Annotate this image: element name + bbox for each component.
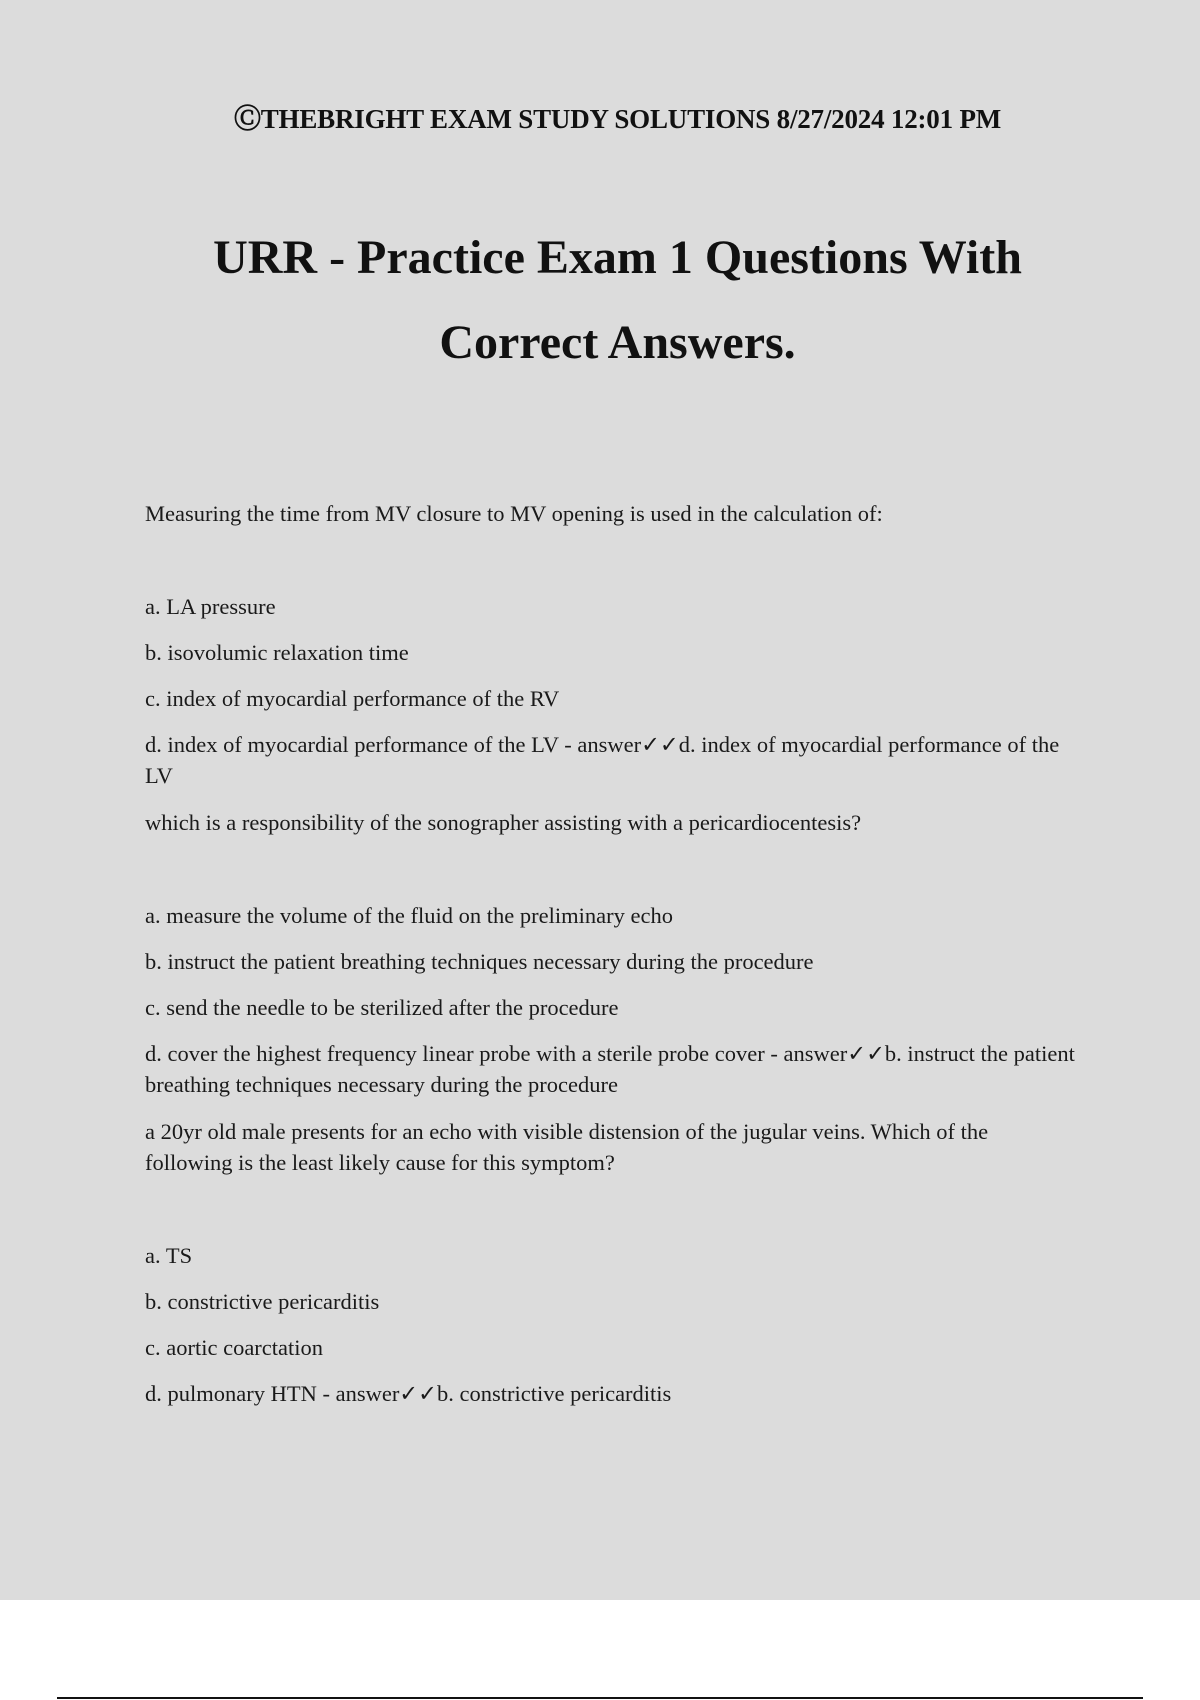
- answer-option-with-correct-answer: d. pulmonary HTN - answer✓✓b. constrictive pericarditis: [145, 1381, 672, 1406]
- questions-content: [145, 498, 1080, 1425]
- answer-option: c. index of myocardial performance of the RV: [145, 686, 560, 711]
- answer-option: a. TS: [145, 1243, 193, 1268]
- document-header: ⒸTHEBRIGHT EXAM STUDY SOLUTIONS 8/27/2024 12:01 PM: [233, 104, 1002, 134]
- answer-option-with-correct-answer: d. cover the highest frequency linear probe with a sterile probe cover - answer✓✓b. instruct the patient breathing techniques necessary during the procedure: [145, 1041, 1075, 1097]
- title-line-1: URR - Practice Exam 1 Questions With: [213, 231, 1022, 284]
- answer-option: b. constrictive pericarditis: [145, 1289, 380, 1314]
- answer-option: b. instruct the patient breathing techniques necessary during the procedure: [145, 949, 814, 974]
- answer-option: a. LA pressure: [145, 594, 276, 619]
- document-title: [0, 215, 1200, 385]
- answer-option-with-correct-answer: d. index of myocardial performance of the LV - answer✓✓d. index of myocardial performance of the LV: [145, 732, 1060, 788]
- question-3: [145, 1116, 1080, 1409]
- title-line-2: Correct Answers.: [439, 316, 796, 369]
- answer-option: b. isovolumic relaxation time: [145, 640, 409, 665]
- question-stem: Measuring the time from MV closure to MV opening is used in the calculation of:: [145, 501, 883, 526]
- answer-option: c. aortic coarctation: [145, 1335, 324, 1360]
- question-stem: which is a responsibility of the sonographer assisting with a pericardiocentesis?: [145, 810, 862, 835]
- answer-option: c. send the needle to be sterilized after the procedure: [145, 995, 619, 1020]
- footer-divider: [57, 1697, 1143, 1699]
- question-2: [145, 807, 1080, 1100]
- question-stem: a 20yr old male presents for an echo with visible distension of the jugular veins. Which of the following is the least likely cause for this symptom?: [145, 1119, 989, 1175]
- answer-option: a. measure the volume of the fluid on the preliminary echo: [145, 903, 673, 928]
- question-1: [145, 498, 1080, 791]
